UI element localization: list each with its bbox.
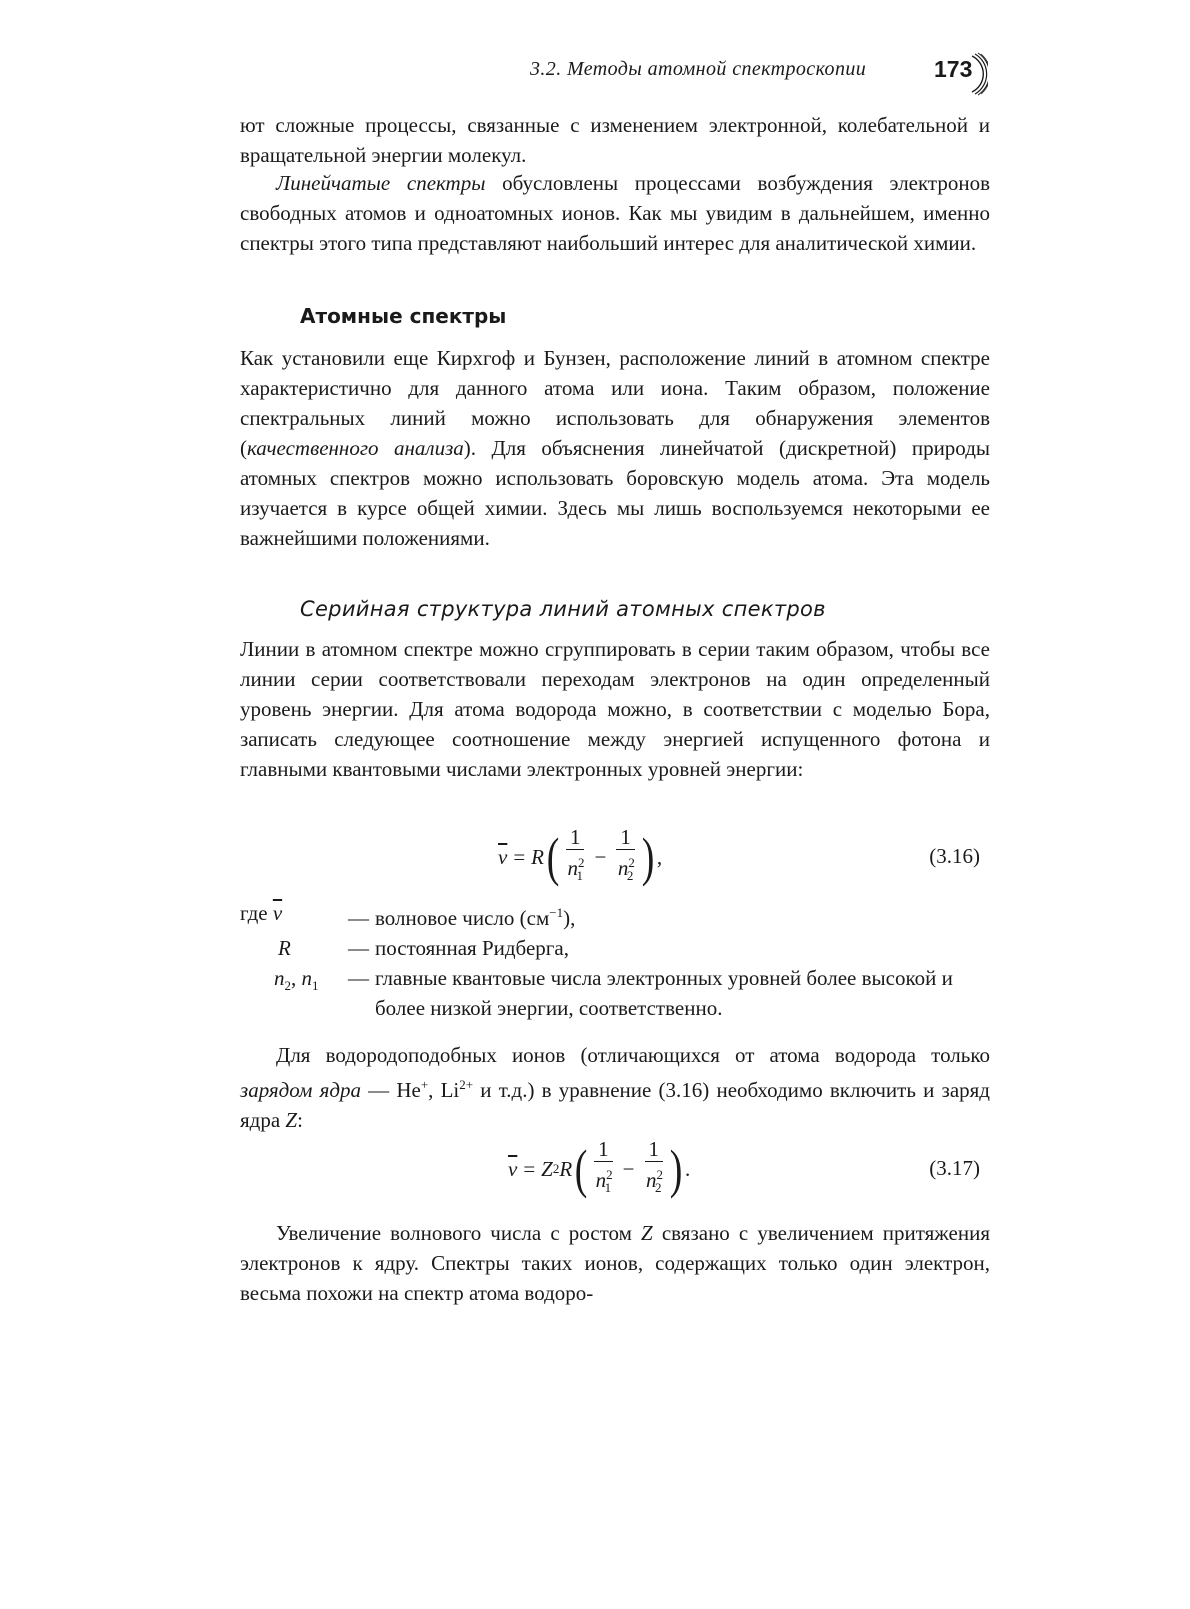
paragraph-5-li: , Li <box>428 1078 460 1102</box>
where-label: где <box>240 901 268 925</box>
term-separator: , <box>291 966 302 990</box>
paragraph-3 <box>240 343 990 553</box>
equation-3-17 <box>240 1134 990 1204</box>
fraction-1-numerator: 1 <box>566 826 585 850</box>
z-symbol: Z <box>285 1108 298 1132</box>
minus-sign-2: − <box>622 1156 635 1181</box>
paragraph-2-rest: обусловлены процессами возбуждения электронов свободных атомов и одноатомных ионов. Как мы увидим в дальнейшем, именно спектры этого типа представляют наибольший интерес для аналитической химии. <box>240 171 991 255</box>
definition-nu <box>240 898 1000 933</box>
r-symbol: R <box>278 936 291 960</box>
paragraph-6-text <box>240 1218 990 1308</box>
definition-desc-nu <box>348 898 1000 933</box>
fraction-1 <box>566 826 585 888</box>
n2-term-sub: 2 <box>284 978 291 994</box>
fraction-4-denominator <box>646 1162 662 1200</box>
paragraph-2-text <box>240 168 990 258</box>
paragraph-6-part-b: связано с увеличением притяжения электронов к ядру. Спектры таких ионов, содержащих только один электрон, весьма похожи на спектр атома водоро- <box>240 1221 990 1305</box>
page-number-badge <box>930 52 988 92</box>
r-description: постоянная Ридберга, <box>375 936 569 960</box>
paragraph-5-part-a: Для водородоподобных ионов (отличающихся от атома водорода только <box>276 1043 990 1067</box>
paragraph-6 <box>240 1218 990 1308</box>
equation-number-3-17: (3.17) <box>929 1156 980 1180</box>
definition-r <box>240 933 1000 963</box>
rydberg-symbol: R <box>531 844 544 869</box>
section-title: 3.2. Методы атомной спектроскопии <box>530 58 867 80</box>
dash-1: — <box>348 906 369 930</box>
n2-symbol: n <box>617 855 629 880</box>
equals-sign-2: = <box>523 1156 536 1181</box>
paragraph-6-part-a: Увеличение волнового числа с ростом <box>276 1221 642 1245</box>
n2-subscript-2: 2 <box>655 1180 662 1196</box>
equation-3-16-body <box>498 822 662 892</box>
n1-term-sub: 1 <box>312 978 319 994</box>
left-paren-2: ( <box>574 1139 588 1199</box>
wavenumber-symbol: $\overline{\nu}$ <box>498 844 508 869</box>
paragraph-4 <box>240 634 990 784</box>
paragraph-3-part-b: ). Для объяснения линейчатой (дискретной) природы атомных спектров можно использовать боровскую модель атома. Эта модель изучается в курсе общей химии. Здесь мы лишь воспользуемся некоторыми ее важнейшими положениями. <box>240 436 990 550</box>
paragraph-5-text <box>240 1040 990 1135</box>
heading-atomic-spectra: Атомные спектры <box>300 304 507 328</box>
n2-symbol-2: n <box>646 1167 657 1192</box>
right-paren-2: ) <box>669 1139 683 1199</box>
equation-number-3-16: (3.16) <box>929 844 980 868</box>
definition-n <box>240 963 1000 1023</box>
minus-sign: − <box>594 844 607 869</box>
fraction-3-numerator: 1 <box>594 1138 613 1162</box>
rydberg-symbol-2: R <box>559 1156 573 1181</box>
definition-term-nu <box>240 898 348 933</box>
unit-exponent: −1 <box>549 905 564 920</box>
z-exponent: 2 <box>552 1161 560 1176</box>
fraction-2-denominator <box>618 850 634 888</box>
li-charge: 2+ <box>459 1077 474 1092</box>
page-number: 173 <box>934 56 973 82</box>
z-symbol-2: Z <box>641 1221 653 1245</box>
running-header <box>530 50 990 90</box>
equation-3-16 <box>240 822 990 892</box>
term-line-spectra: Линейчатые спектры <box>276 171 486 195</box>
definition-desc-n <box>348 963 1000 1023</box>
n1-subscript: 1 <box>576 868 583 884</box>
paragraph-3-part-a: Как установили еще Кирхгоф и Бунзен, расположение линий в атомном спектре характеристично для данного атома или иона. Таким образом, положение спектральных линий можно использовать для обнаружения элементов ( <box>240 346 990 460</box>
paragraph-5-he: — He <box>360 1078 421 1102</box>
n1-symbol-2: n <box>595 1167 607 1192</box>
n1-exponent-2: 2 <box>606 1166 613 1182</box>
n1-subscript-2: 1 <box>604 1180 612 1196</box>
n2-subscript: 2 <box>626 868 634 884</box>
right-paren: ) <box>641 827 655 887</box>
n1-exponent: 2 <box>577 854 585 870</box>
equation-3-17-body <box>508 1134 690 1204</box>
heading-series-structure: Серийная структура линий атомных спектров <box>300 597 826 621</box>
fraction-2-numerator: 1 <box>616 826 635 850</box>
equation-trailing-comma: , <box>656 844 663 869</box>
definition-term-n <box>240 963 348 1023</box>
fraction-4 <box>645 1138 664 1200</box>
he-charge: + <box>420 1077 429 1092</box>
definition-term-r <box>240 933 348 963</box>
nu-description-end: ), <box>563 906 576 930</box>
left-paren: ( <box>546 827 560 887</box>
n2-term: n <box>274 966 285 990</box>
nu-symbol: $\overline{\nu}$ <box>272 901 283 925</box>
paragraph-2 <box>240 168 990 258</box>
n2-exponent: 2 <box>628 854 635 870</box>
paragraph-4-text: Линии в атомном спектре можно сгруппировать в серии таким образом, чтобы все линии серии соответствовали переходам электронов на один определенный уровень энергии. Для атома водорода можно, в соответствии с моделью Бора, записать следующее соотношение между энергией испущенного фотона и главными квантовыми числами электронных уровней энергии: <box>240 637 990 781</box>
paragraph-1-text: ют сложные процессы, связанные с изменением электронной, колебательной и вращательной энергии молекул. <box>240 113 990 167</box>
equation-trailing-period: . <box>685 1156 691 1181</box>
n1-term: n <box>301 966 312 990</box>
paragraph-5-end: : <box>297 1108 303 1132</box>
n-description: главные квантовые числа электронных уровней более высокой и более низкой энергии, соответственно. <box>375 966 953 1020</box>
dash-3: — <box>348 966 369 990</box>
equals-sign: = <box>513 844 526 869</box>
paragraph-1 <box>240 110 990 170</box>
wavenumber-symbol-2: $\overline{\nu}$ <box>508 1156 518 1181</box>
n2-exponent-2: 2 <box>656 1166 664 1182</box>
term-nuclear-charge: зарядом ядра <box>240 1078 361 1102</box>
fraction-3 <box>594 1138 613 1200</box>
paragraph-5 <box>240 1040 990 1135</box>
n1-symbol: n <box>567 855 578 880</box>
symbol-definitions <box>240 898 1000 1023</box>
fraction-3-denominator <box>596 1162 612 1200</box>
term-qualitative-analysis: качественного анализа <box>247 436 464 460</box>
nu-description: волновое число (см <box>375 906 550 930</box>
paragraph-5-part-b: и т.д.) в уравнение (3.16) необходимо включить и заряд ядра <box>240 1078 990 1132</box>
paragraph-3-text <box>240 343 990 553</box>
fraction-1-denominator <box>567 850 583 888</box>
dash-2: — <box>348 936 369 960</box>
fraction-2 <box>616 826 635 888</box>
definition-desc-r <box>348 933 1000 963</box>
fraction-4-numerator: 1 <box>645 1138 664 1162</box>
z-coef: Z <box>541 1156 553 1181</box>
